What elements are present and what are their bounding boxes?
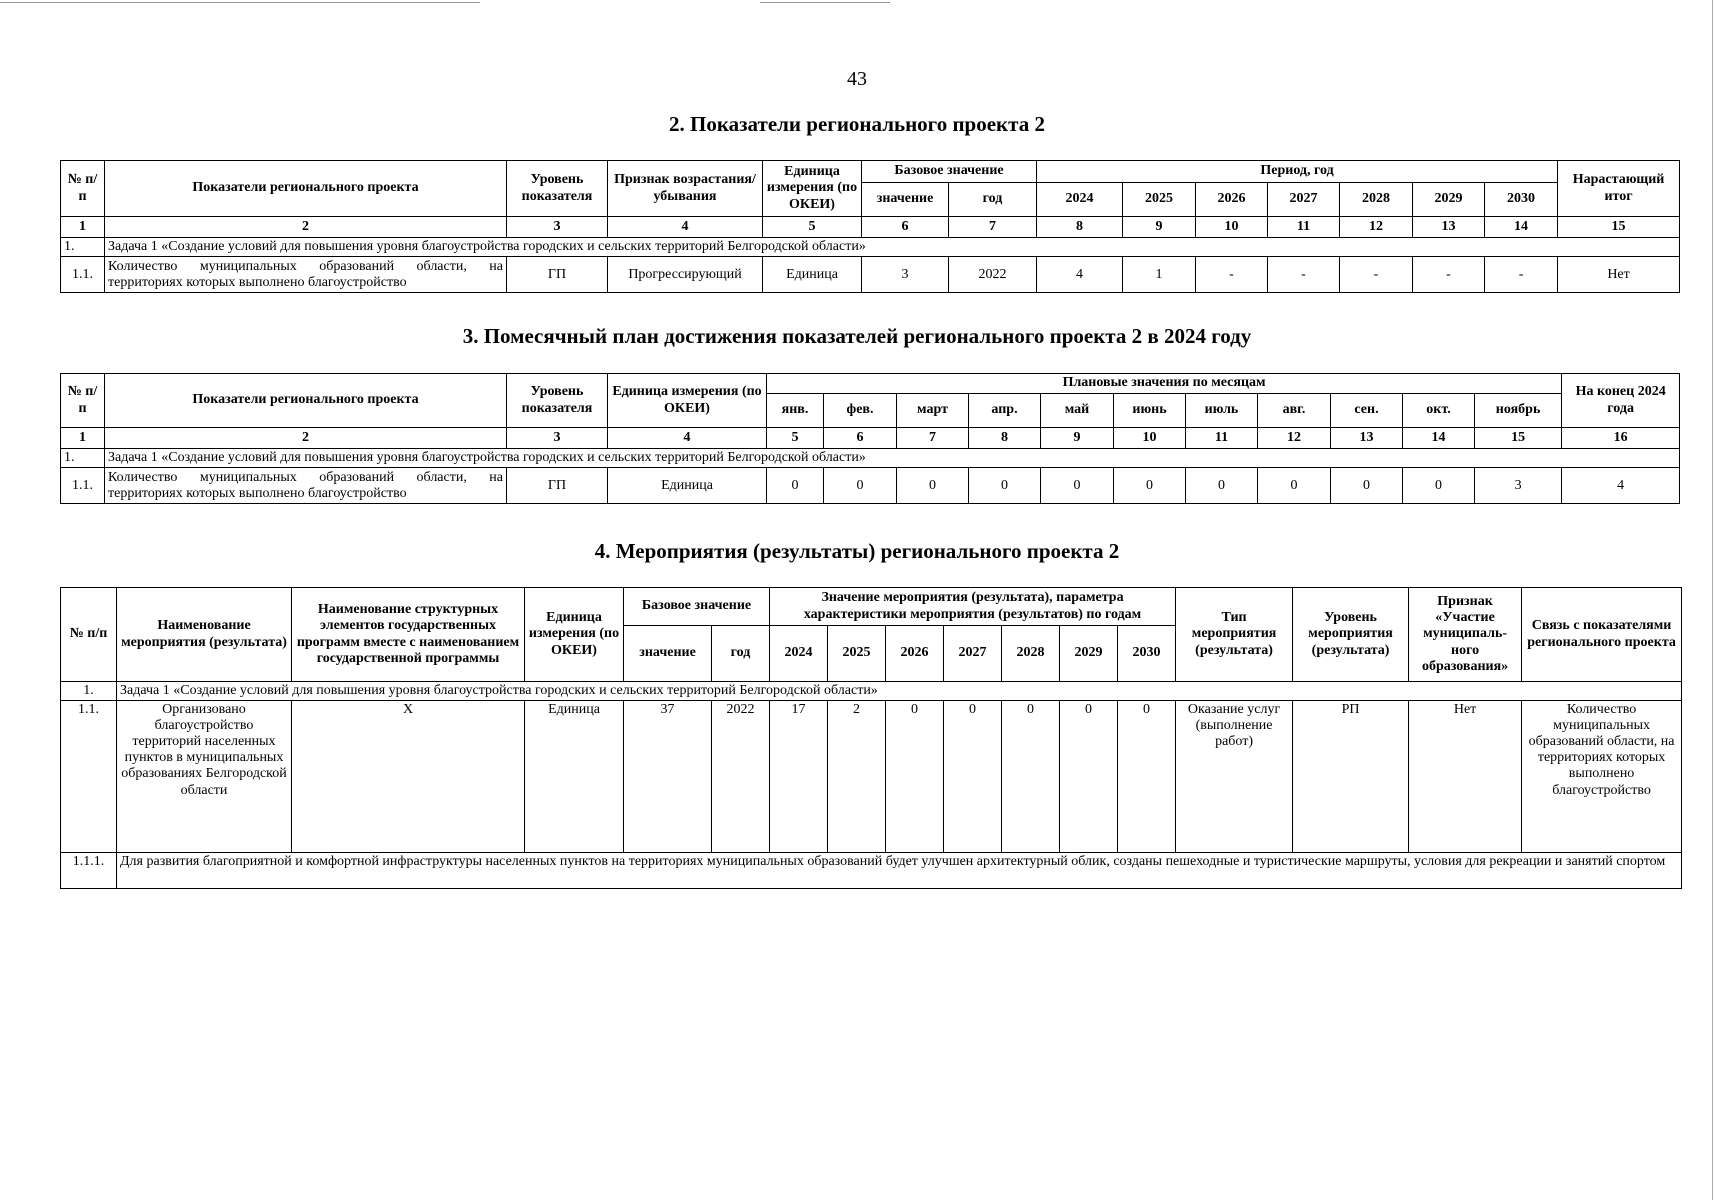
row-year-value: - — [1485, 257, 1558, 293]
row-cumulative: Нет — [1558, 257, 1680, 293]
col-month: ноябрь — [1475, 394, 1562, 428]
row-base-year: 2022 — [949, 257, 1037, 293]
row-month-value: 0 — [1258, 468, 1331, 504]
row-year-value: 0 — [1060, 701, 1118, 853]
row-num: 1.1. — [61, 257, 105, 293]
col-number: 1 — [61, 428, 105, 449]
col-number: 10 — [1196, 217, 1268, 238]
col-unit: Единица измерения (по ОКЕИ) — [608, 374, 767, 428]
col-number: 1 — [61, 217, 105, 238]
col-number: 12 — [1258, 428, 1331, 449]
col-number: 4 — [608, 428, 767, 449]
col-number: 16 — [1562, 428, 1680, 449]
col-year: 2030 — [1485, 183, 1558, 217]
col-year: 2028 — [1002, 626, 1060, 682]
col-number: 5 — [763, 217, 862, 238]
col-month: сен. — [1331, 394, 1403, 428]
col-base-value: значение — [624, 626, 712, 682]
col-year: 2029 — [1060, 626, 1118, 682]
row-year-value: - — [1196, 257, 1268, 293]
row-level: РП — [1293, 701, 1409, 853]
col-level: Уровень мероприятия (результата) — [1293, 588, 1409, 682]
scan-mark — [760, 2, 890, 3]
subrow-num: 1.1.1. — [61, 853, 117, 889]
col-number: 11 — [1268, 217, 1340, 238]
col-number: 3 — [507, 217, 608, 238]
row-unit: Единица — [608, 468, 767, 504]
col-base-year: год — [949, 183, 1037, 217]
task-num: 1. — [61, 682, 117, 701]
section2-title: 2. Показатели регионального проекта 2 — [669, 112, 1045, 136]
table-row — [61, 468, 1680, 504]
col-month: май — [1041, 394, 1114, 428]
row-num: 1.1. — [61, 701, 117, 853]
page-number: 43 — [847, 68, 867, 90]
row-indicator-name: Количество муниципальных образований области, на территориях которых выполнено благоустройство — [105, 257, 507, 293]
col-number: 7 — [897, 428, 969, 449]
col-structure: Наименование структурных элементов государственных программ вместе с наименованием государственной программы — [292, 588, 525, 682]
row-unit: Единица — [763, 257, 862, 293]
col-year: 2027 — [944, 626, 1002, 682]
col-unit: Единица измерения (по ОКЕИ) — [763, 161, 862, 217]
row-num: 1.1. — [61, 468, 105, 504]
monthly-plan-table — [60, 373, 1680, 504]
row-year-value: - — [1340, 257, 1413, 293]
col-number: 5 — [767, 428, 824, 449]
col-cumulative: Нарастающий итог — [1558, 161, 1680, 217]
col-number: 2 — [105, 217, 507, 238]
col-year: 2030 — [1118, 626, 1176, 682]
col-year: 2028 — [1340, 183, 1413, 217]
col-base: Базовое значение — [624, 588, 770, 626]
section3-title: 3. Помесячный план достижения показателей регионального проекта 2 в 2024 году — [462, 324, 1252, 348]
col-num: № п/п — [61, 588, 117, 682]
row-year-value: - — [1268, 257, 1340, 293]
row-year-value: 4 — [1037, 257, 1123, 293]
task-num: 1. — [61, 449, 105, 468]
col-month: окт. — [1403, 394, 1475, 428]
col-year: 2029 — [1413, 183, 1485, 217]
col-year: 2024 — [770, 626, 828, 682]
col-type: Тип мероприятия (результата) — [1176, 588, 1293, 682]
row-year-end: 4 — [1562, 468, 1680, 504]
task-text: Задача 1 «Создание условий для повышения уровня благоустройства городских и сельских территорий Белгородской области» — [105, 238, 1680, 257]
col-number: 14 — [1403, 428, 1475, 449]
col-values: Значение мероприятия (результата), параметра характеристики мероприятия (результатов) по годам — [770, 588, 1176, 626]
row-structure: Х — [292, 701, 525, 853]
scan-edge — [1712, 0, 1713, 1200]
col-month: июль — [1186, 394, 1258, 428]
task-text: Задача 1 «Создание условий для повышения уровня благоустройства городских и сельских территорий Белгородской области» — [117, 682, 1682, 701]
col-number: 13 — [1331, 428, 1403, 449]
col-base: Базовое значение — [862, 161, 1037, 183]
row-activity-name: Организовано благоустройство территорий населенных пунктов в муниципальных образованиях Белгородской области — [117, 701, 292, 853]
col-unit: Единица измерения (по ОКЕИ) — [525, 588, 624, 682]
col-level: Уровень показателя — [507, 374, 608, 428]
col-number: 7 — [949, 217, 1037, 238]
col-number: 15 — [1558, 217, 1680, 238]
col-number: 15 — [1475, 428, 1562, 449]
col-number: 11 — [1186, 428, 1258, 449]
table-row — [61, 701, 1682, 853]
row-level: ГП — [507, 257, 608, 293]
row-base-value: 3 — [862, 257, 949, 293]
row-month-value: 0 — [1331, 468, 1403, 504]
row-year-value: 17 — [770, 701, 828, 853]
col-indicator: Показатели регионального проекта — [105, 374, 507, 428]
col-year: 2027 — [1268, 183, 1340, 217]
col-month: янв. — [767, 394, 824, 428]
row-trend: Прогрессирующий — [608, 257, 763, 293]
col-number: 14 — [1485, 217, 1558, 238]
row-month-value: 0 — [897, 468, 969, 504]
col-number: 2 — [105, 428, 507, 449]
col-level: Уровень показателя — [507, 161, 608, 217]
col-number: 12 — [1340, 217, 1413, 238]
row-month-value: 0 — [824, 468, 897, 504]
col-number: 4 — [608, 217, 763, 238]
row-indicator-name: Количество муниципальных образований области, на территориях которых выполнено благоустройство — [105, 468, 507, 504]
row-month-value: 0 — [1041, 468, 1114, 504]
row-month-value: 0 — [969, 468, 1041, 504]
col-period: Период, год — [1037, 161, 1558, 183]
subrow-text: Для развития благоприятной и комфортной инфраструктуры населенных пунктов на территориях муниципальных образований будет улучшен архитектурный облик, созданы пешеходные и туристические маршруты, условия для рекреации и занятий спортом — [117, 853, 1682, 889]
indicators-table — [60, 160, 1680, 293]
row-year-value: - — [1413, 257, 1485, 293]
table-row — [61, 257, 1680, 293]
col-month: авг. — [1258, 394, 1331, 428]
row-year-value: 0 — [1002, 701, 1060, 853]
section4-title: 4. Мероприятия (результаты) регионального проекта 2 — [594, 539, 1120, 563]
col-indicator: Показатели регионального проекта — [105, 161, 507, 217]
col-number: 9 — [1123, 217, 1196, 238]
row-month-value: 3 — [1475, 468, 1562, 504]
row-base-year: 2022 — [712, 701, 770, 853]
col-number: 13 — [1413, 217, 1485, 238]
col-month: июнь — [1114, 394, 1186, 428]
col-number: 6 — [824, 428, 897, 449]
col-year: 2025 — [828, 626, 886, 682]
row-level: ГП — [507, 468, 608, 504]
row-month-value: 0 — [1114, 468, 1186, 504]
col-municipal: Признак «Участие муниципаль-ного образования» — [1409, 588, 1522, 682]
col-num: № п/п — [61, 374, 105, 428]
col-link: Связь с показателями регионального проекта — [1522, 588, 1682, 682]
col-number: 6 — [862, 217, 949, 238]
task-text: Задача 1 «Создание условий для повышения уровня благоустройства городских и сельских территорий Белгородской области» — [105, 449, 1680, 468]
row-unit: Единица — [525, 701, 624, 853]
row-month-value: 0 — [1403, 468, 1475, 504]
activities-table — [60, 587, 1682, 889]
col-year: 2026 — [1196, 183, 1268, 217]
col-number: 8 — [1037, 217, 1123, 238]
col-number: 3 — [507, 428, 608, 449]
col-base-value: значение — [862, 183, 949, 217]
col-month: фев. — [824, 394, 897, 428]
col-num: № п/п — [61, 161, 105, 217]
row-municipal: Нет — [1409, 701, 1522, 853]
row-year-value: 0 — [944, 701, 1002, 853]
col-month: март — [897, 394, 969, 428]
task-num: 1. — [61, 238, 105, 257]
row-type: Оказание услуг (выполнение работ) — [1176, 701, 1293, 853]
row-year-value: 2 — [828, 701, 886, 853]
table-row — [61, 853, 1682, 889]
row-month-value: 0 — [767, 468, 824, 504]
row-base-value: 37 — [624, 701, 712, 853]
col-trend: Признак возрастания/ убывания — [608, 161, 763, 217]
col-base-year: год — [712, 626, 770, 682]
scan-mark — [0, 2, 480, 3]
col-month: апр. — [969, 394, 1041, 428]
row-year-value: 0 — [886, 701, 944, 853]
col-year: 2025 — [1123, 183, 1196, 217]
col-monthly: Плановые значения по месяцам — [767, 374, 1562, 394]
row-month-value: 0 — [1186, 468, 1258, 504]
col-number: 10 — [1114, 428, 1186, 449]
col-number: 9 — [1041, 428, 1114, 449]
col-name: Наименование мероприятия (результата) — [117, 588, 292, 682]
row-year-value: 0 — [1118, 701, 1176, 853]
col-year: 2026 — [886, 626, 944, 682]
col-year: 2024 — [1037, 183, 1123, 217]
col-number: 8 — [969, 428, 1041, 449]
col-year-end: На конец 2024 года — [1562, 374, 1680, 428]
row-link: Количество муниципальных образований области, на территориях которых выполнено благоустройство — [1522, 701, 1682, 853]
row-year-value: 1 — [1123, 257, 1196, 293]
